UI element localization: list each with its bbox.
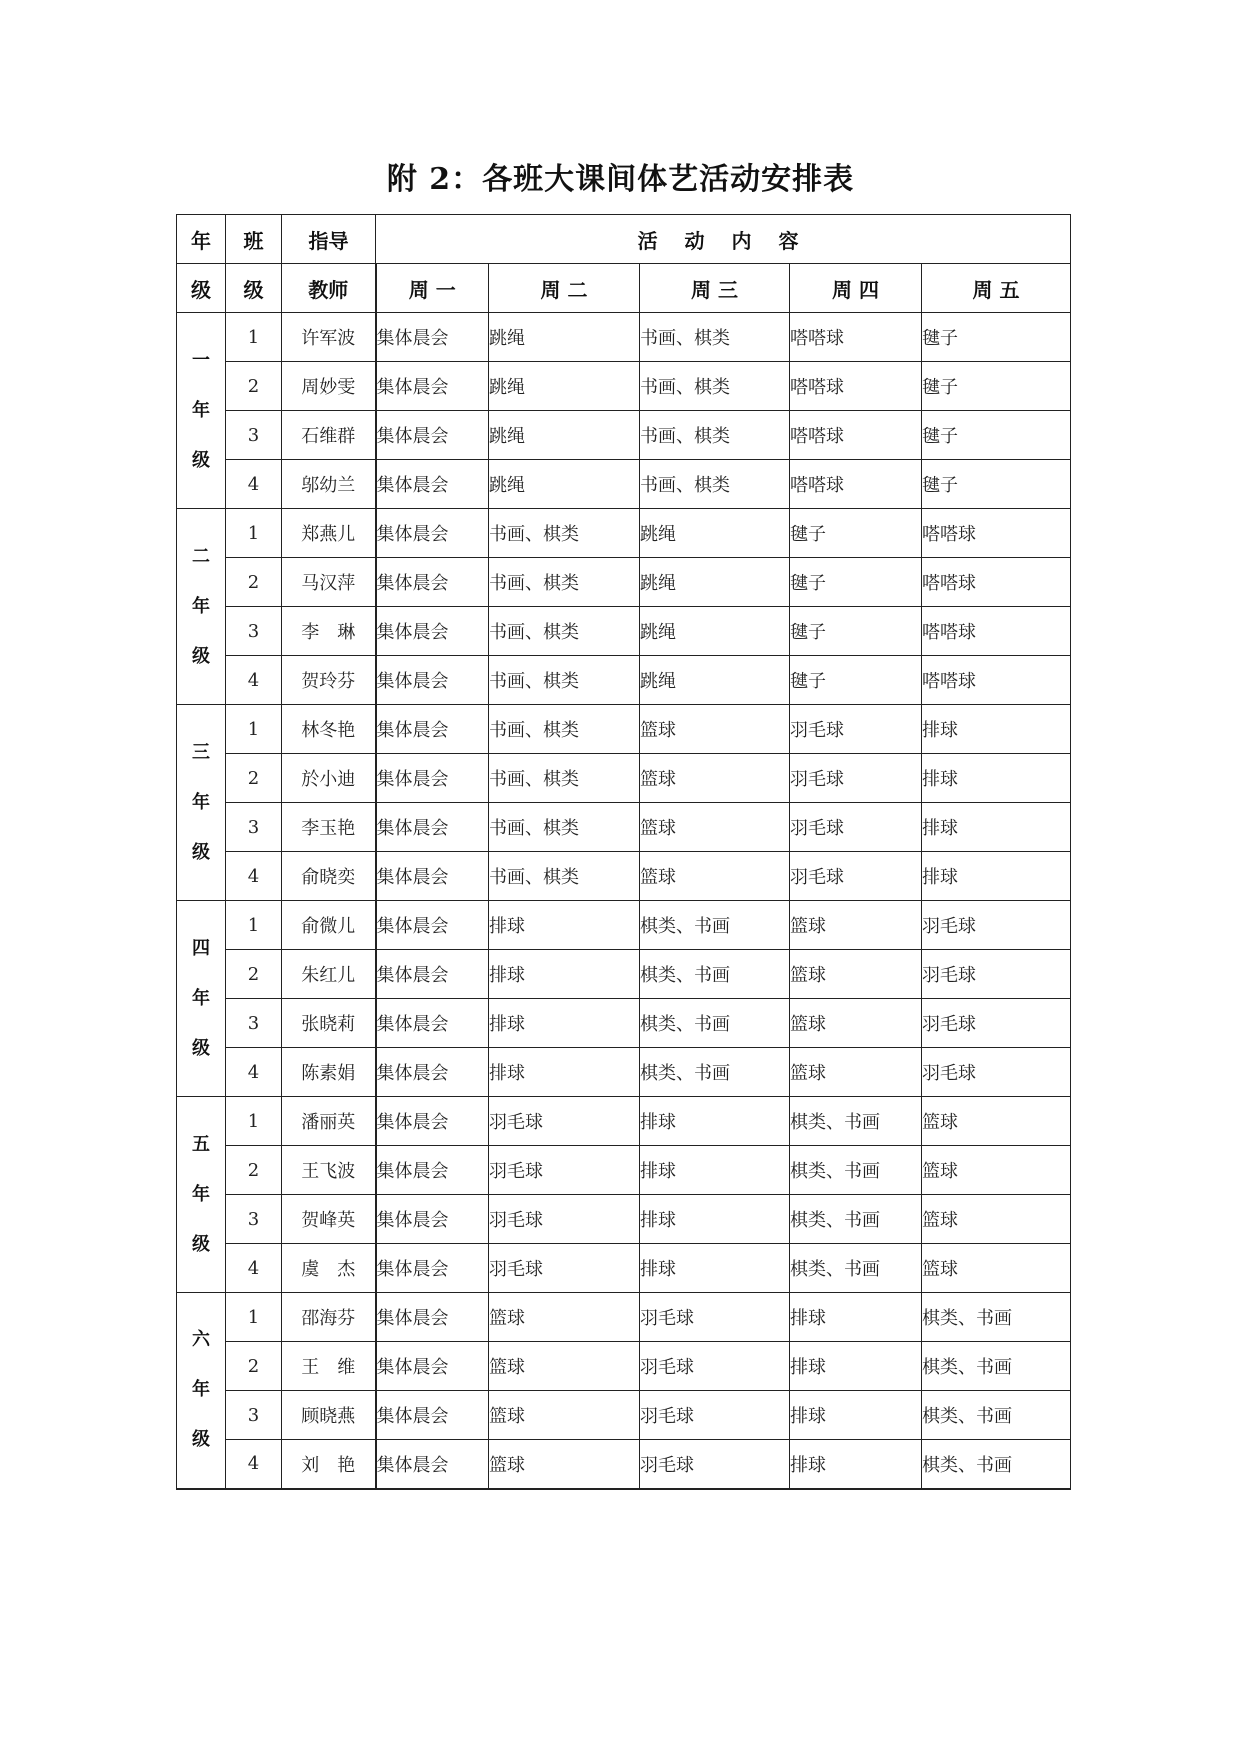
grade-label-char: 年 bbox=[192, 1379, 210, 1401]
activity-tue: 书画、棋类 bbox=[489, 803, 640, 852]
header-teacher-top: 指导 bbox=[282, 215, 376, 264]
class-number: 4 bbox=[226, 852, 282, 901]
class-number: 2 bbox=[226, 558, 282, 607]
activity-mon: 集体晨会 bbox=[376, 460, 489, 509]
activity-thu: 篮球 bbox=[790, 901, 922, 950]
table-row bbox=[177, 1293, 1071, 1342]
activity-fri: 棋类、书画 bbox=[922, 1440, 1071, 1489]
activity-wed: 跳绳 bbox=[640, 509, 790, 558]
activity-fri: 嗒嗒球 bbox=[922, 509, 1071, 558]
activity-tue: 书画、棋类 bbox=[489, 852, 640, 901]
activity-tue: 书画、棋类 bbox=[489, 705, 640, 754]
grade-label-char: 级 bbox=[192, 841, 210, 863]
activity-wed: 棋类、书画 bbox=[640, 901, 790, 950]
class-number: 2 bbox=[226, 950, 282, 999]
grade-label-char: 年 bbox=[192, 399, 210, 421]
activity-mon: 集体晨会 bbox=[376, 656, 489, 705]
header-day-thu: 周 四 bbox=[790, 264, 922, 313]
grade-label-char: 二 bbox=[192, 545, 210, 567]
activity-tue: 篮球 bbox=[489, 1440, 640, 1489]
class-number: 4 bbox=[226, 1244, 282, 1293]
teacher-name: 王飞波 bbox=[282, 1146, 376, 1195]
table-row bbox=[177, 411, 1071, 460]
class-number: 1 bbox=[226, 1097, 282, 1146]
activity-mon: 集体晨会 bbox=[376, 411, 489, 460]
grade-label-char: 年 bbox=[192, 595, 210, 617]
class-number: 4 bbox=[226, 460, 282, 509]
activity-thu: 羽毛球 bbox=[790, 754, 922, 803]
activity-thu: 毽子 bbox=[790, 509, 922, 558]
table-row bbox=[177, 1342, 1071, 1391]
header-teacher-bottom: 教师 bbox=[282, 264, 376, 313]
table-row bbox=[177, 1195, 1071, 1244]
activity-fri: 羽毛球 bbox=[922, 901, 1071, 950]
teacher-name: 於小迪 bbox=[282, 754, 376, 803]
activity-thu: 棋类、书画 bbox=[790, 1097, 922, 1146]
table-row bbox=[177, 1440, 1071, 1489]
class-number: 1 bbox=[226, 901, 282, 950]
activity-thu: 排球 bbox=[790, 1440, 922, 1489]
activity-fri: 排球 bbox=[922, 852, 1071, 901]
teacher-name: 贺玲芬 bbox=[282, 656, 376, 705]
teacher-name: 林冬艳 bbox=[282, 705, 376, 754]
activity-thu: 棋类、书画 bbox=[790, 1195, 922, 1244]
table-row bbox=[177, 509, 1071, 558]
activity-fri: 羽毛球 bbox=[922, 950, 1071, 999]
activity-mon: 集体晨会 bbox=[376, 1293, 489, 1342]
activity-tue: 羽毛球 bbox=[489, 1097, 640, 1146]
class-number: 4 bbox=[226, 1440, 282, 1489]
teacher-name: 俞晓奕 bbox=[282, 852, 376, 901]
activity-schedule-table bbox=[176, 214, 1071, 1490]
activity-mon: 集体晨会 bbox=[376, 1195, 489, 1244]
grade-label bbox=[177, 1097, 226, 1293]
activity-wed: 篮球 bbox=[640, 803, 790, 852]
activity-thu: 毽子 bbox=[790, 656, 922, 705]
table-row bbox=[177, 460, 1071, 509]
activity-wed: 篮球 bbox=[640, 705, 790, 754]
activity-mon: 集体晨会 bbox=[376, 509, 489, 558]
table-row bbox=[177, 558, 1071, 607]
table-row bbox=[177, 754, 1071, 803]
grade-label-char: 五 bbox=[192, 1133, 210, 1155]
activity-tue: 跳绳 bbox=[489, 411, 640, 460]
teacher-name: 俞微儿 bbox=[282, 901, 376, 950]
activity-mon: 集体晨会 bbox=[376, 362, 489, 411]
activity-tue: 排球 bbox=[489, 901, 640, 950]
activity-tue: 书画、棋类 bbox=[489, 754, 640, 803]
activity-fri: 毽子 bbox=[922, 411, 1071, 460]
activity-mon: 集体晨会 bbox=[376, 1244, 489, 1293]
grade-label-char: 级 bbox=[192, 1233, 210, 1255]
activity-mon: 集体晨会 bbox=[376, 999, 489, 1048]
header-class-bottom: 级 bbox=[226, 264, 282, 313]
table-row bbox=[177, 901, 1071, 950]
activity-tue: 排球 bbox=[489, 950, 640, 999]
activity-fri: 毽子 bbox=[922, 362, 1071, 411]
table-row bbox=[177, 1244, 1071, 1293]
activity-fri: 棋类、书画 bbox=[922, 1391, 1071, 1440]
class-number: 4 bbox=[226, 656, 282, 705]
header-grade-top: 年 bbox=[177, 215, 226, 264]
activity-fri: 篮球 bbox=[922, 1097, 1071, 1146]
activity-thu: 羽毛球 bbox=[790, 803, 922, 852]
grade-label bbox=[177, 901, 226, 1097]
table-row bbox=[177, 656, 1071, 705]
activity-fri: 羽毛球 bbox=[922, 999, 1071, 1048]
grade-label bbox=[177, 509, 226, 705]
activity-fri: 排球 bbox=[922, 754, 1071, 803]
activity-tue: 排球 bbox=[489, 1048, 640, 1097]
activity-wed: 书画、棋类 bbox=[640, 313, 790, 362]
class-number: 2 bbox=[226, 1342, 282, 1391]
table-row bbox=[177, 313, 1071, 362]
activity-wed: 排球 bbox=[640, 1244, 790, 1293]
table-row bbox=[177, 1048, 1071, 1097]
teacher-name: 顾晓燕 bbox=[282, 1391, 376, 1440]
activity-fri: 嗒嗒球 bbox=[922, 558, 1071, 607]
grade-label bbox=[177, 313, 226, 509]
activity-tue: 篮球 bbox=[489, 1342, 640, 1391]
teacher-name: 朱红儿 bbox=[282, 950, 376, 999]
header-day-tue: 周 二 bbox=[489, 264, 640, 313]
activity-thu: 棋类、书画 bbox=[790, 1146, 922, 1195]
activity-mon: 集体晨会 bbox=[376, 852, 489, 901]
grade-label-char: 六 bbox=[192, 1329, 210, 1351]
header-row-1 bbox=[177, 215, 1071, 264]
table-row bbox=[177, 1391, 1071, 1440]
class-number: 3 bbox=[226, 411, 282, 460]
activity-thu: 羽毛球 bbox=[790, 852, 922, 901]
teacher-name: 李玉艳 bbox=[282, 803, 376, 852]
activity-tue: 书画、棋类 bbox=[489, 607, 640, 656]
activity-fri: 毽子 bbox=[922, 460, 1071, 509]
header-grade-bottom: 级 bbox=[177, 264, 226, 313]
activity-tue: 跳绳 bbox=[489, 460, 640, 509]
activity-wed: 排球 bbox=[640, 1146, 790, 1195]
teacher-name: 陈素娟 bbox=[282, 1048, 376, 1097]
activity-wed: 篮球 bbox=[640, 754, 790, 803]
activity-thu: 篮球 bbox=[790, 950, 922, 999]
class-number: 3 bbox=[226, 607, 282, 656]
activity-tue: 跳绳 bbox=[489, 313, 640, 362]
activity-thu: 嗒嗒球 bbox=[790, 460, 922, 509]
activity-fri: 羽毛球 bbox=[922, 1048, 1071, 1097]
grade-label-char: 年 bbox=[192, 987, 210, 1009]
activity-fri: 棋类、书画 bbox=[922, 1342, 1071, 1391]
activity-wed: 羽毛球 bbox=[640, 1391, 790, 1440]
class-number: 1 bbox=[226, 509, 282, 558]
activity-thu: 嗒嗒球 bbox=[790, 313, 922, 362]
grade-label bbox=[177, 1293, 226, 1489]
grade-label bbox=[177, 705, 226, 901]
grade-label-char: 年 bbox=[192, 791, 210, 813]
teacher-name: 周妙雯 bbox=[282, 362, 376, 411]
activity-wed: 棋类、书画 bbox=[640, 950, 790, 999]
table-row bbox=[177, 852, 1071, 901]
activity-mon: 集体晨会 bbox=[376, 705, 489, 754]
class-number: 3 bbox=[226, 999, 282, 1048]
activity-wed: 篮球 bbox=[640, 852, 790, 901]
activity-thu: 嗒嗒球 bbox=[790, 362, 922, 411]
grade-label-char: 级 bbox=[192, 1429, 210, 1451]
activity-fri: 毽子 bbox=[922, 313, 1071, 362]
activity-wed: 跳绳 bbox=[640, 558, 790, 607]
teacher-name: 石维群 bbox=[282, 411, 376, 460]
teacher-name: 邵海芬 bbox=[282, 1293, 376, 1342]
table-row bbox=[177, 803, 1071, 852]
grade-label-char: 级 bbox=[192, 449, 210, 471]
activity-mon: 集体晨会 bbox=[376, 1342, 489, 1391]
activity-tue: 排球 bbox=[489, 999, 640, 1048]
activity-fri: 篮球 bbox=[922, 1244, 1071, 1293]
activity-wed: 棋类、书画 bbox=[640, 1048, 790, 1097]
grade-label-char: 级 bbox=[192, 645, 210, 667]
class-number: 3 bbox=[226, 1195, 282, 1244]
activity-wed: 书画、棋类 bbox=[640, 411, 790, 460]
activity-thu: 排球 bbox=[790, 1293, 922, 1342]
activity-wed: 跳绳 bbox=[640, 607, 790, 656]
activity-tue: 篮球 bbox=[489, 1293, 640, 1342]
teacher-name: 李 琳 bbox=[282, 607, 376, 656]
header-class-top: 班 bbox=[226, 215, 282, 264]
activity-thu: 篮球 bbox=[790, 999, 922, 1048]
class-number: 3 bbox=[226, 803, 282, 852]
activity-mon: 集体晨会 bbox=[376, 1440, 489, 1489]
activity-fri: 篮球 bbox=[922, 1146, 1071, 1195]
activity-thu: 篮球 bbox=[790, 1048, 922, 1097]
grade-label-char: 四 bbox=[192, 937, 210, 959]
table-row bbox=[177, 950, 1071, 999]
table-row bbox=[177, 705, 1071, 754]
activity-thu: 排球 bbox=[790, 1391, 922, 1440]
activity-thu: 毽子 bbox=[790, 558, 922, 607]
activity-mon: 集体晨会 bbox=[376, 313, 489, 362]
teacher-name: 王 维 bbox=[282, 1342, 376, 1391]
activity-mon: 集体晨会 bbox=[376, 754, 489, 803]
activity-wed: 书画、棋类 bbox=[640, 362, 790, 411]
activity-tue: 篮球 bbox=[489, 1391, 640, 1440]
activity-fri: 篮球 bbox=[922, 1195, 1071, 1244]
table-row bbox=[177, 1097, 1071, 1146]
activity-wed: 排球 bbox=[640, 1097, 790, 1146]
activity-fri: 排球 bbox=[922, 705, 1071, 754]
activity-mon: 集体晨会 bbox=[376, 607, 489, 656]
activity-tue: 跳绳 bbox=[489, 362, 640, 411]
activity-wed: 棋类、书画 bbox=[640, 999, 790, 1048]
activity-fri: 嗒嗒球 bbox=[922, 656, 1071, 705]
activity-tue: 羽毛球 bbox=[489, 1244, 640, 1293]
activity-wed: 跳绳 bbox=[640, 656, 790, 705]
header-day-mon: 周 一 bbox=[376, 264, 489, 313]
table-row bbox=[177, 607, 1071, 656]
grade-label-char: 一 bbox=[192, 349, 210, 371]
activity-wed: 羽毛球 bbox=[640, 1293, 790, 1342]
activity-mon: 集体晨会 bbox=[376, 1048, 489, 1097]
grade-label-char: 级 bbox=[192, 1037, 210, 1059]
activity-wed: 书画、棋类 bbox=[640, 460, 790, 509]
activity-mon: 集体晨会 bbox=[376, 1097, 489, 1146]
header-activity: 活 动 内 容 bbox=[376, 215, 1071, 264]
activity-fri: 棋类、书画 bbox=[922, 1293, 1071, 1342]
activity-tue: 书画、棋类 bbox=[489, 558, 640, 607]
activity-mon: 集体晨会 bbox=[376, 901, 489, 950]
grade-label-char: 年 bbox=[192, 1183, 210, 1205]
activity-mon: 集体晨会 bbox=[376, 1391, 489, 1440]
activity-thu: 毽子 bbox=[790, 607, 922, 656]
activity-mon: 集体晨会 bbox=[376, 1146, 489, 1195]
teacher-name: 潘丽英 bbox=[282, 1097, 376, 1146]
activity-mon: 集体晨会 bbox=[376, 803, 489, 852]
activity-tue: 书画、棋类 bbox=[489, 656, 640, 705]
class-number: 2 bbox=[226, 1146, 282, 1195]
table-row bbox=[177, 999, 1071, 1048]
class-number: 3 bbox=[226, 1391, 282, 1440]
teacher-name: 许军波 bbox=[282, 313, 376, 362]
activity-thu: 羽毛球 bbox=[790, 705, 922, 754]
class-number: 2 bbox=[226, 362, 282, 411]
header-row-2 bbox=[177, 264, 1071, 313]
activity-wed: 羽毛球 bbox=[640, 1440, 790, 1489]
activity-thu: 排球 bbox=[790, 1342, 922, 1391]
header-day-fri: 周 五 bbox=[922, 264, 1071, 313]
activity-thu: 嗒嗒球 bbox=[790, 411, 922, 460]
activity-thu: 棋类、书画 bbox=[790, 1244, 922, 1293]
activity-wed: 羽毛球 bbox=[640, 1342, 790, 1391]
activity-wed: 排球 bbox=[640, 1195, 790, 1244]
class-number: 2 bbox=[226, 754, 282, 803]
activity-fri: 嗒嗒球 bbox=[922, 607, 1071, 656]
teacher-name: 刘 艳 bbox=[282, 1440, 376, 1489]
header-day-wed: 周 三 bbox=[640, 264, 790, 313]
activity-tue: 羽毛球 bbox=[489, 1195, 640, 1244]
teacher-name: 马汉萍 bbox=[282, 558, 376, 607]
activity-mon: 集体晨会 bbox=[376, 558, 489, 607]
schedule-body bbox=[177, 313, 1071, 1489]
class-number: 1 bbox=[226, 1293, 282, 1342]
table-row bbox=[177, 362, 1071, 411]
class-number: 1 bbox=[226, 313, 282, 362]
activity-tue: 书画、棋类 bbox=[489, 509, 640, 558]
activity-mon: 集体晨会 bbox=[376, 950, 489, 999]
activity-fri: 排球 bbox=[922, 803, 1071, 852]
activity-tue: 羽毛球 bbox=[489, 1146, 640, 1195]
teacher-name: 张晓莉 bbox=[282, 999, 376, 1048]
teacher-name: 邬幼兰 bbox=[282, 460, 376, 509]
teacher-name: 郑燕儿 bbox=[282, 509, 376, 558]
class-number: 4 bbox=[226, 1048, 282, 1097]
table-row bbox=[177, 1146, 1071, 1195]
page-title: 附 2：各班大课间体艺活动安排表 bbox=[386, 162, 855, 197]
class-number: 1 bbox=[226, 705, 282, 754]
teacher-name: 贺峰英 bbox=[282, 1195, 376, 1244]
teacher-name: 虞 杰 bbox=[282, 1244, 376, 1293]
grade-label-char: 三 bbox=[192, 741, 210, 763]
